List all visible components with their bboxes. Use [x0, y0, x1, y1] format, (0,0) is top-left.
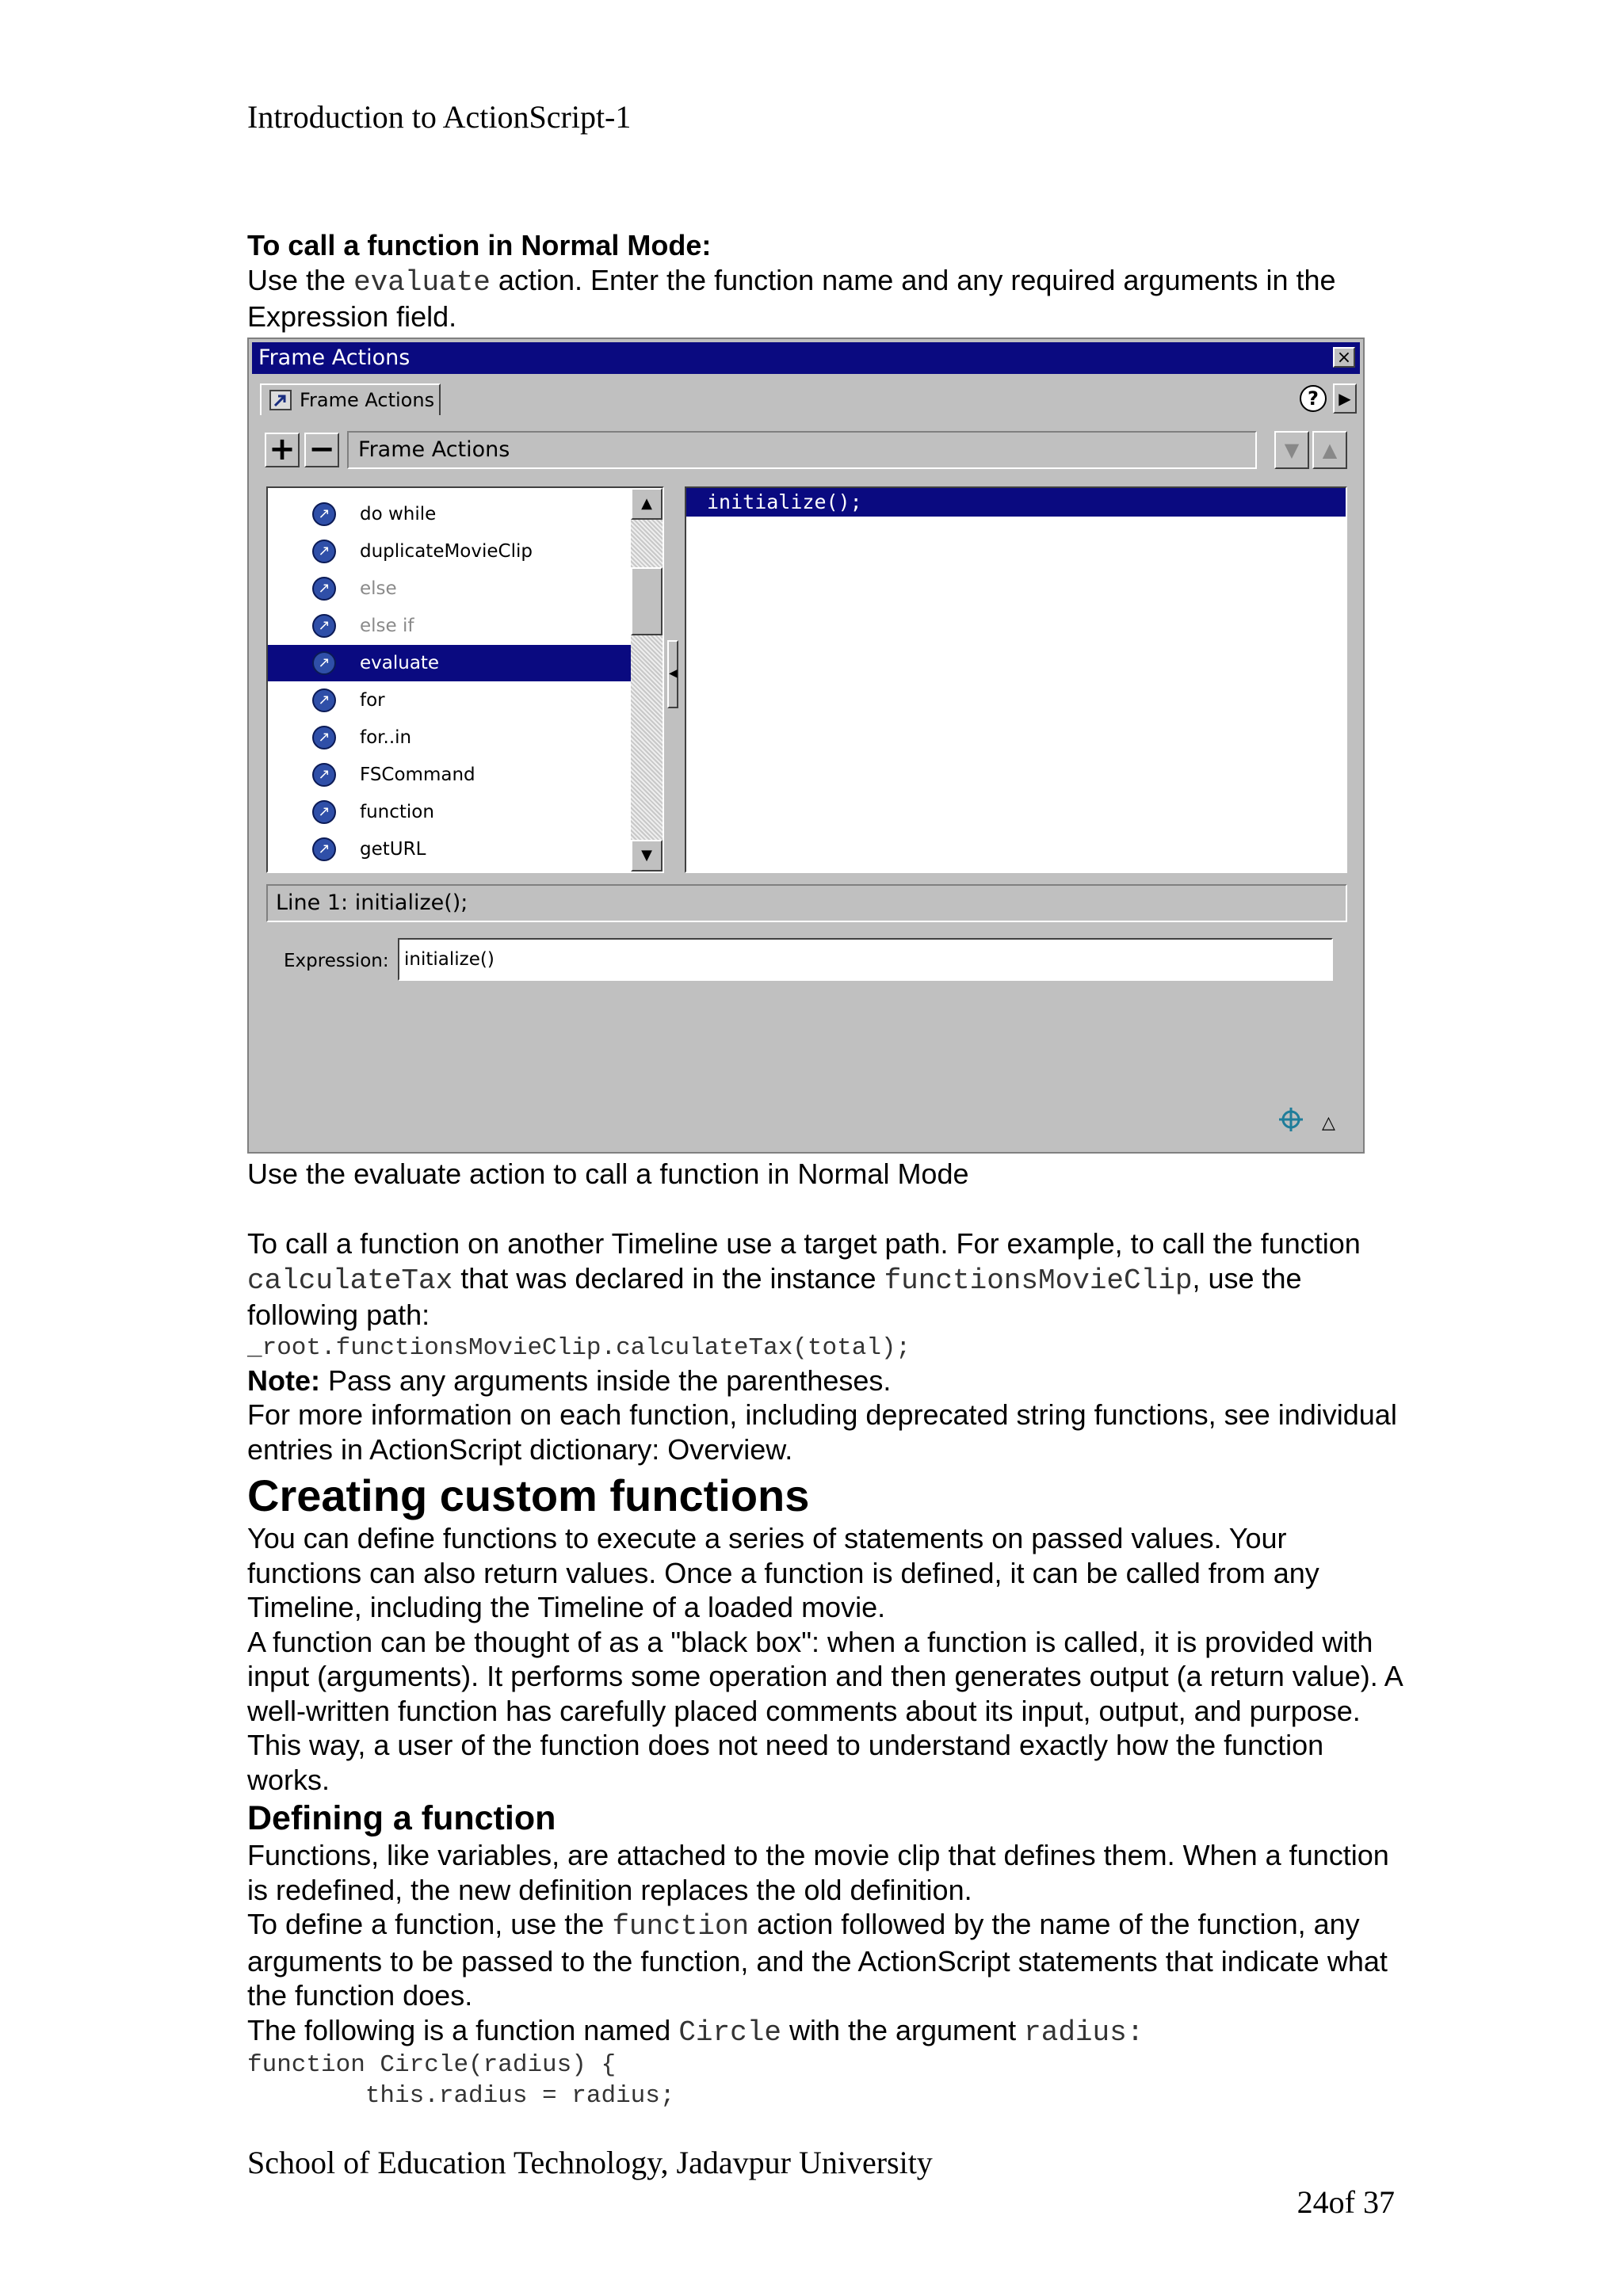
- window-titlebar: [252, 342, 1360, 374]
- action-list-item[interactable]: [268, 533, 632, 570]
- section-defining-function: [247, 1798, 1404, 2111]
- action-list-item[interactable]: [268, 794, 632, 830]
- add-action-button[interactable]: +: [265, 433, 300, 467]
- note: Note: Pass any arguments inside the parentheses.: [247, 1363, 892, 1397]
- paragraph: The following is a function named Circle with the argument radius:: [247, 2013, 1144, 2049]
- action-label: FSCommand: [360, 765, 475, 785]
- action-label: evaluate: [360, 653, 440, 673]
- close-button[interactable]: ×: [1333, 347, 1355, 368]
- expression-input[interactable]: [398, 938, 1333, 981]
- options-menu-button[interactable]: ▶: [1333, 383, 1357, 414]
- action-label: do while: [360, 504, 437, 524]
- action-icon: ↗: [312, 837, 336, 861]
- action-list[interactable]: [266, 486, 664, 873]
- action-label: for..in: [360, 727, 412, 748]
- action-icon: ↗: [312, 763, 336, 787]
- action-list-scrollbar[interactable]: [631, 488, 663, 871]
- footer-school: School of Education Technology, Jadavpur University: [247, 2145, 933, 2180]
- action-icon: ↗: [312, 800, 336, 824]
- pane-splitter[interactable]: ◀: [667, 640, 678, 708]
- paragraph: To define a function, use the function action followed by the name of the function, any arguments to be passed to the function, and the ActionScript statements that indicate what the function does.: [247, 1908, 1388, 2012]
- action-list-item[interactable]: [268, 570, 632, 607]
- action-list-item[interactable]: [268, 831, 632, 868]
- move-down-button[interactable]: ▼: [1274, 431, 1309, 469]
- action-icon: ↗: [312, 614, 336, 638]
- action-icon: ↗: [312, 577, 336, 601]
- action-list-item[interactable]: [268, 645, 632, 681]
- section-custom-functions: [247, 1470, 1404, 1797]
- expression-label: Expression:: [284, 951, 389, 971]
- script-pane[interactable]: [685, 486, 1347, 873]
- action-list-item[interactable]: [268, 757, 632, 793]
- scroll-up-button[interactable]: ▲: [631, 488, 663, 520]
- paragraph: You can define functions to execute a series of statements on passed values. Your functions can also return values. Once a function is defined, it can be called from any Timeline, including the Timeline of a loaded movie.: [247, 1522, 1319, 1623]
- window-title: Frame Actions: [258, 345, 411, 370]
- section-heading: Creating custom functions: [247, 1470, 810, 1520]
- paragraph: For more information on each function, including deprecated string functions, see individual entries in ActionScript dictionary: Overview.: [247, 1398, 1397, 1466]
- arrow-icon: [269, 390, 292, 410]
- section-normal-mode: [247, 228, 1404, 334]
- page-header: Introduction to ActionScript-1: [247, 99, 632, 135]
- paragraph: Functions, like variables, are attached to the movie clip that defines them. When a function is redefined, the new definition replaces the old definition.: [247, 1839, 1389, 1906]
- action-icon: ↗: [312, 540, 336, 563]
- action-icon: ↗: [312, 502, 336, 526]
- scroll-down-button[interactable]: ▼: [631, 840, 663, 871]
- section-target-path: [247, 1226, 1404, 1466]
- frame-actions-window: [247, 338, 1365, 1154]
- action-icon: ↗: [312, 651, 336, 675]
- action-list-item[interactable]: [268, 719, 632, 756]
- action-list-item[interactable]: [268, 496, 632, 532]
- help-button[interactable]: ?: [1300, 385, 1327, 412]
- action-list-item[interactable]: [268, 608, 632, 644]
- paragraph: To call a function on another Timeline use a target path. For example, to call the function calculateTax that was declared in the instance functionsMovieClip, use the following path:: [247, 1227, 1361, 1331]
- move-up-button[interactable]: ▲: [1312, 431, 1347, 469]
- action-label: getURL: [360, 839, 426, 860]
- action-icon: ↗: [312, 688, 336, 712]
- tab-frame-actions[interactable]: Frame Actions: [260, 383, 441, 415]
- line-status: Line 1: initialize();: [266, 884, 1347, 922]
- collapse-triangle-icon[interactable]: △: [1322, 1113, 1335, 1133]
- target-icon[interactable]: [1277, 1106, 1304, 1133]
- paragraph: A function can be thought of as a "black box": when a function is called, it is provided with input (arguments). It performs some operation and then generates output (a return value). A well-written function has carefully placed comments about its input, output, and purpose. This way, a user of the function does not need to understand exactly how the function works.: [247, 1625, 1402, 1796]
- action-label: else: [360, 578, 397, 599]
- script-line[interactable]: initialize();: [686, 488, 1346, 517]
- action-label: duplicateMovieClip: [360, 541, 533, 562]
- panel-name-field: Frame Actions: [347, 431, 1257, 469]
- action-label: for: [360, 690, 385, 711]
- paragraph: Use the evaluate action. Enter the function name and any required arguments in the Expression field.: [247, 263, 1336, 333]
- action-label: else if: [360, 616, 414, 636]
- subsection-heading: Defining a function: [247, 1799, 556, 1837]
- action-icon: ↗: [312, 726, 336, 749]
- page-number: 24of 37: [1296, 2184, 1395, 2220]
- remove-action-button[interactable]: −: [304, 433, 339, 467]
- code-line: _root.functionsMovieClip.calculateTax(total);: [247, 1333, 911, 1362]
- code-line: this.radius = radius;: [247, 2082, 675, 2110]
- code-line: function Circle(radius) {: [247, 2051, 617, 2079]
- scroll-thumb[interactable]: [631, 567, 663, 635]
- action-list-item[interactable]: [268, 682, 632, 719]
- section-heading: To call a function in Normal Mode:: [247, 229, 712, 261]
- figure-caption: Use the evaluate action to call a function in Normal Mode: [247, 1158, 969, 1190]
- action-label: function: [360, 802, 434, 822]
